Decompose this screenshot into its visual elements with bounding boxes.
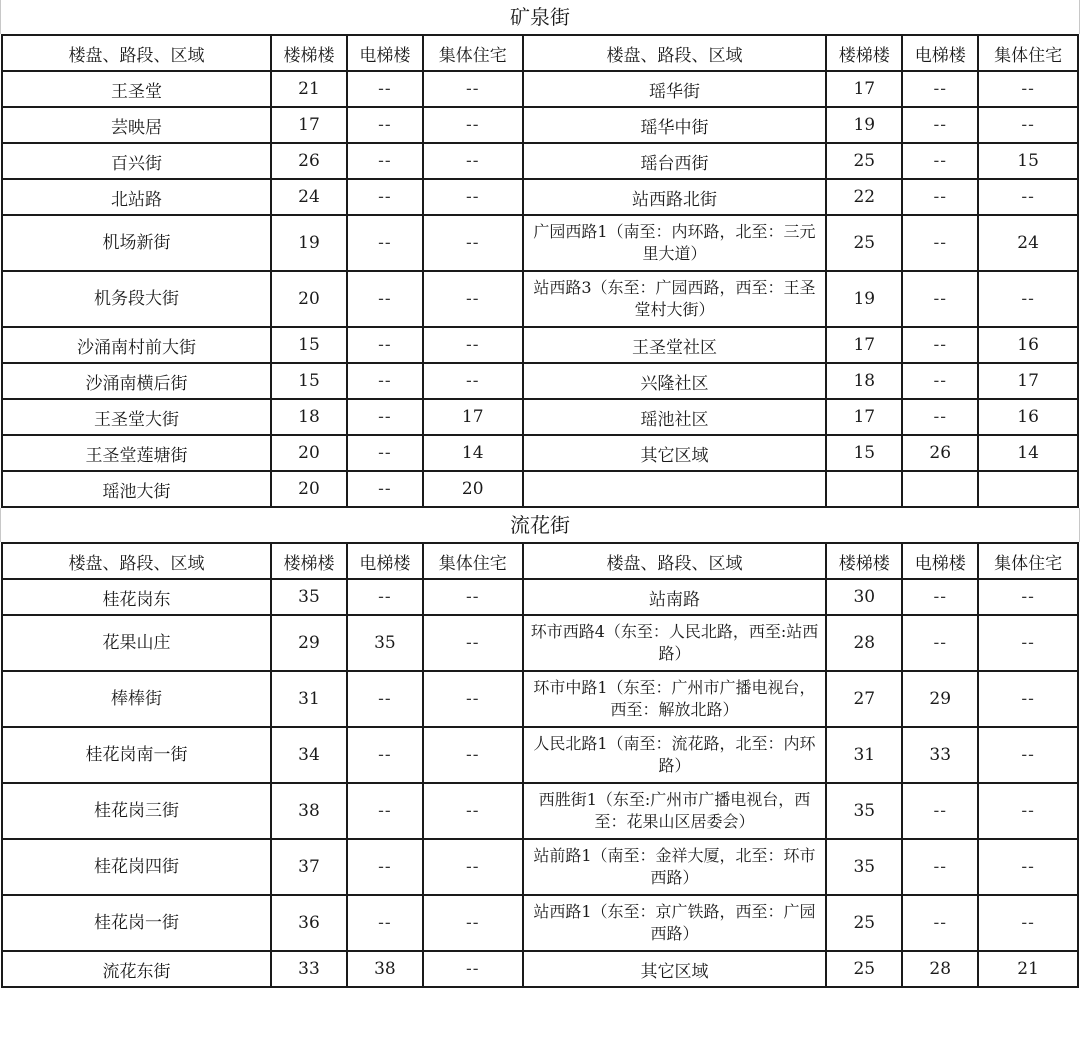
cell-elevator-building: 38 bbox=[347, 951, 423, 987]
cell-elevator-building: -- bbox=[902, 579, 978, 615]
cell-elevator-building: -- bbox=[902, 71, 978, 107]
column-header-area-name: 楼盘、路段、区域 bbox=[2, 543, 271, 579]
cell-collective-housing: -- bbox=[423, 895, 523, 951]
cell-area-name: 其它区域 bbox=[523, 951, 827, 987]
cell-area-name: 棒棒街 bbox=[2, 671, 271, 727]
cell-stair-building: 35 bbox=[826, 839, 902, 895]
table-row bbox=[2, 579, 1078, 615]
cell-elevator-building: -- bbox=[902, 143, 978, 179]
table-header-row bbox=[2, 35, 1078, 71]
cell-area-name: 西胜街1（东至:广州市广播电视台，西至：花果山区居委会） bbox=[523, 783, 827, 839]
table-row bbox=[2, 671, 1078, 727]
cell-collective-housing: 15 bbox=[978, 143, 1078, 179]
cell-collective-housing: -- bbox=[978, 271, 1078, 327]
cell-area-name: 机务段大街 bbox=[2, 271, 271, 327]
cell-stair-building: 29 bbox=[271, 615, 347, 671]
section-title: 流花街 bbox=[0, 508, 1080, 542]
price-table bbox=[1, 542, 1079, 988]
cell-area-name: 桂花岗三街 bbox=[2, 783, 271, 839]
table-row bbox=[2, 727, 1078, 783]
cell-elevator-building: 26 bbox=[902, 435, 978, 471]
cell-stair-building: 17 bbox=[826, 327, 902, 363]
table-row bbox=[2, 327, 1078, 363]
cell-stair-building: 31 bbox=[826, 727, 902, 783]
cell-stair-building: 24 bbox=[271, 179, 347, 215]
cell-elevator-building: -- bbox=[347, 579, 423, 615]
column-header-stair-building: 楼梯楼 bbox=[271, 35, 347, 71]
cell-area-name: 北站路 bbox=[2, 179, 271, 215]
column-header-stair-building: 楼梯楼 bbox=[826, 35, 902, 71]
column-header-collective-housing: 集体住宅 bbox=[978, 543, 1078, 579]
table-row bbox=[2, 215, 1078, 271]
cell-collective-housing: -- bbox=[423, 951, 523, 987]
cell-stair-building: 33 bbox=[271, 951, 347, 987]
cell-elevator-building: -- bbox=[902, 839, 978, 895]
cell-area-name: 瑶华中街 bbox=[523, 107, 827, 143]
cell-collective-housing: -- bbox=[423, 727, 523, 783]
cell-stair-building: 28 bbox=[826, 615, 902, 671]
cell-area-name: 环市中路1（东至：广州市广播电视台，西至：解放北路） bbox=[523, 671, 827, 727]
table-row bbox=[2, 363, 1078, 399]
cell-elevator-building: -- bbox=[902, 107, 978, 143]
cell-elevator-building: -- bbox=[347, 143, 423, 179]
cell-area-name: 其它区域 bbox=[523, 435, 827, 471]
cell-collective-housing: -- bbox=[423, 363, 523, 399]
cell-area-name: 王圣堂 bbox=[2, 71, 271, 107]
cell-collective-housing: -- bbox=[978, 579, 1078, 615]
cell-collective-housing: 17 bbox=[978, 363, 1078, 399]
cell-stair-building: 22 bbox=[826, 179, 902, 215]
table-row bbox=[2, 435, 1078, 471]
cell-elevator-building: -- bbox=[902, 895, 978, 951]
cell-collective-housing: -- bbox=[423, 71, 523, 107]
cell-elevator-building: -- bbox=[347, 271, 423, 327]
cell-stair-building: 31 bbox=[271, 671, 347, 727]
cell-elevator-building: -- bbox=[347, 471, 423, 507]
cell-elevator-building: -- bbox=[902, 615, 978, 671]
cell-stair-building: 25 bbox=[826, 215, 902, 271]
table-row bbox=[2, 951, 1078, 987]
cell-area-name: 桂花岗南一街 bbox=[2, 727, 271, 783]
cell-collective-housing: 17 bbox=[423, 399, 523, 435]
cell-collective-housing: -- bbox=[423, 107, 523, 143]
column-header-area-name: 楼盘、路段、区域 bbox=[2, 35, 271, 71]
column-header-elevator-building: 电梯楼 bbox=[902, 35, 978, 71]
cell-elevator-building: -- bbox=[347, 399, 423, 435]
table-row bbox=[2, 839, 1078, 895]
cell-collective-housing: -- bbox=[423, 327, 523, 363]
column-header-stair-building: 楼梯楼 bbox=[271, 543, 347, 579]
cell-stair-building: 15 bbox=[271, 327, 347, 363]
cell-elevator-building: -- bbox=[902, 363, 978, 399]
price-table bbox=[1, 34, 1079, 508]
table-row bbox=[2, 143, 1078, 179]
column-header-collective-housing: 集体住宅 bbox=[423, 543, 523, 579]
cell-stair-building: 26 bbox=[271, 143, 347, 179]
section-title: 矿泉街 bbox=[0, 0, 1080, 34]
cell-elevator-building: -- bbox=[347, 179, 423, 215]
cell-collective-housing: -- bbox=[423, 839, 523, 895]
cell-elevator-building: 35 bbox=[347, 615, 423, 671]
cell-area-name: 瑶池社区 bbox=[523, 399, 827, 435]
cell-elevator-building: -- bbox=[347, 327, 423, 363]
cell-stair-building: 20 bbox=[271, 271, 347, 327]
cell-area-name: 机场新街 bbox=[2, 215, 271, 271]
column-header-area-name: 楼盘、路段、区域 bbox=[523, 35, 827, 71]
cell-collective-housing: -- bbox=[423, 271, 523, 327]
cell-area-name: 站南路 bbox=[523, 579, 827, 615]
cell-stair-building: 15 bbox=[271, 363, 347, 399]
cell-area-name: 兴隆社区 bbox=[523, 363, 827, 399]
cell-collective-housing: -- bbox=[423, 615, 523, 671]
cell-stair-building: 30 bbox=[826, 579, 902, 615]
cell-stair-building: 25 bbox=[826, 951, 902, 987]
cell-collective-housing: -- bbox=[978, 839, 1078, 895]
cell-collective-housing: -- bbox=[978, 107, 1078, 143]
cell-collective-housing: -- bbox=[423, 179, 523, 215]
cell-elevator-building: 28 bbox=[902, 951, 978, 987]
column-header-elevator-building: 电梯楼 bbox=[347, 543, 423, 579]
cell-elevator-building: 33 bbox=[902, 727, 978, 783]
cell-collective-housing: -- bbox=[423, 215, 523, 271]
cell-area-name: 沙涌南横后街 bbox=[2, 363, 271, 399]
cell-area-name: 百兴街 bbox=[2, 143, 271, 179]
table-header-row bbox=[2, 543, 1078, 579]
cell-collective-housing: 21 bbox=[978, 951, 1078, 987]
cell-elevator-building bbox=[902, 471, 978, 507]
cell-area-name: 广园西路1（南至：内环路，北至：三元里大道） bbox=[523, 215, 827, 271]
cell-stair-building: 38 bbox=[271, 783, 347, 839]
cell-area-name bbox=[523, 471, 827, 507]
table-row bbox=[2, 179, 1078, 215]
cell-area-name: 王圣堂社区 bbox=[523, 327, 827, 363]
cell-elevator-building: -- bbox=[902, 215, 978, 271]
table-row bbox=[2, 615, 1078, 671]
column-header-elevator-building: 电梯楼 bbox=[347, 35, 423, 71]
table-row bbox=[2, 107, 1078, 143]
cell-area-name: 桂花岗四街 bbox=[2, 839, 271, 895]
cell-elevator-building: -- bbox=[347, 727, 423, 783]
cell-collective-housing: -- bbox=[978, 71, 1078, 107]
cell-elevator-building: -- bbox=[902, 271, 978, 327]
cell-collective-housing: -- bbox=[978, 783, 1078, 839]
cell-area-name: 花果山庄 bbox=[2, 615, 271, 671]
cell-stair-building: 19 bbox=[271, 215, 347, 271]
cell-elevator-building: -- bbox=[347, 363, 423, 399]
cell-elevator-building: -- bbox=[347, 435, 423, 471]
cell-stair-building: 17 bbox=[826, 399, 902, 435]
cell-area-name: 桂花岗一街 bbox=[2, 895, 271, 951]
cell-collective-housing: -- bbox=[423, 783, 523, 839]
column-header-collective-housing: 集体住宅 bbox=[978, 35, 1078, 71]
cell-area-name: 站西路3（东至：广园西路，西至：王圣堂村大街） bbox=[523, 271, 827, 327]
table-row bbox=[2, 895, 1078, 951]
cell-area-name: 芸映居 bbox=[2, 107, 271, 143]
cell-elevator-building: -- bbox=[347, 215, 423, 271]
cell-elevator-building: -- bbox=[347, 107, 423, 143]
cell-area-name: 瑶池大街 bbox=[2, 471, 271, 507]
cell-collective-housing: -- bbox=[423, 579, 523, 615]
cell-stair-building: 37 bbox=[271, 839, 347, 895]
cell-collective-housing: -- bbox=[978, 615, 1078, 671]
cell-stair-building: 35 bbox=[271, 579, 347, 615]
cell-collective-housing: 16 bbox=[978, 399, 1078, 435]
cell-collective-housing: -- bbox=[978, 179, 1078, 215]
cell-collective-housing: 24 bbox=[978, 215, 1078, 271]
cell-area-name: 王圣堂莲塘街 bbox=[2, 435, 271, 471]
cell-collective-housing: 14 bbox=[978, 435, 1078, 471]
cell-collective-housing: -- bbox=[423, 671, 523, 727]
cell-area-name: 站西路1（东至：京广铁路，西至：广园西路） bbox=[523, 895, 827, 951]
cell-elevator-building: -- bbox=[902, 783, 978, 839]
column-header-area-name: 楼盘、路段、区域 bbox=[523, 543, 827, 579]
cell-stair-building: 19 bbox=[826, 271, 902, 327]
cell-area-name: 环市西路4（东至：人民北路，西至:站西路） bbox=[523, 615, 827, 671]
cell-stair-building: 35 bbox=[826, 783, 902, 839]
cell-elevator-building: -- bbox=[347, 783, 423, 839]
table-row bbox=[2, 399, 1078, 435]
table-row bbox=[2, 783, 1078, 839]
cell-elevator-building: -- bbox=[347, 671, 423, 727]
cell-stair-building: 20 bbox=[271, 435, 347, 471]
cell-stair-building: 20 bbox=[271, 471, 347, 507]
cell-stair-building: 18 bbox=[826, 363, 902, 399]
table-row bbox=[2, 71, 1078, 107]
column-header-collective-housing: 集体住宅 bbox=[423, 35, 523, 71]
cell-stair-building: 27 bbox=[826, 671, 902, 727]
cell-area-name: 瑶华街 bbox=[523, 71, 827, 107]
cell-elevator-building: -- bbox=[902, 179, 978, 215]
cell-elevator-building: -- bbox=[347, 71, 423, 107]
table-row bbox=[2, 471, 1078, 507]
cell-area-name: 站西路北街 bbox=[523, 179, 827, 215]
cell-elevator-building: 29 bbox=[902, 671, 978, 727]
cell-area-name: 瑶台西街 bbox=[523, 143, 827, 179]
cell-collective-housing: -- bbox=[978, 727, 1078, 783]
cell-collective-housing bbox=[978, 471, 1078, 507]
cell-collective-housing: -- bbox=[978, 895, 1078, 951]
cell-elevator-building: -- bbox=[347, 895, 423, 951]
cell-stair-building bbox=[826, 471, 902, 507]
cell-collective-housing: -- bbox=[423, 143, 523, 179]
table-row bbox=[2, 271, 1078, 327]
cell-area-name: 桂花岗东 bbox=[2, 579, 271, 615]
cell-collective-housing: 14 bbox=[423, 435, 523, 471]
cell-area-name: 沙涌南村前大街 bbox=[2, 327, 271, 363]
cell-elevator-building: -- bbox=[902, 327, 978, 363]
cell-stair-building: 34 bbox=[271, 727, 347, 783]
cell-stair-building: 36 bbox=[271, 895, 347, 951]
cell-collective-housing: 16 bbox=[978, 327, 1078, 363]
cell-area-name: 流花东街 bbox=[2, 951, 271, 987]
cell-stair-building: 25 bbox=[826, 143, 902, 179]
cell-elevator-building: -- bbox=[902, 399, 978, 435]
cell-area-name: 站前路1（南至：金祥大厦，北至：环市西路） bbox=[523, 839, 827, 895]
column-header-stair-building: 楼梯楼 bbox=[826, 543, 902, 579]
cell-area-name: 人民北路1（南至：流花路，北至：内环路） bbox=[523, 727, 827, 783]
cell-stair-building: 21 bbox=[271, 71, 347, 107]
cell-collective-housing: 20 bbox=[423, 471, 523, 507]
cell-collective-housing: -- bbox=[978, 671, 1078, 727]
cell-stair-building: 25 bbox=[826, 895, 902, 951]
cell-elevator-building: -- bbox=[347, 839, 423, 895]
cell-stair-building: 19 bbox=[826, 107, 902, 143]
cell-stair-building: 17 bbox=[271, 107, 347, 143]
cell-stair-building: 17 bbox=[826, 71, 902, 107]
column-header-elevator-building: 电梯楼 bbox=[902, 543, 978, 579]
cell-stair-building: 18 bbox=[271, 399, 347, 435]
cell-stair-building: 15 bbox=[826, 435, 902, 471]
cell-area-name: 王圣堂大街 bbox=[2, 399, 271, 435]
